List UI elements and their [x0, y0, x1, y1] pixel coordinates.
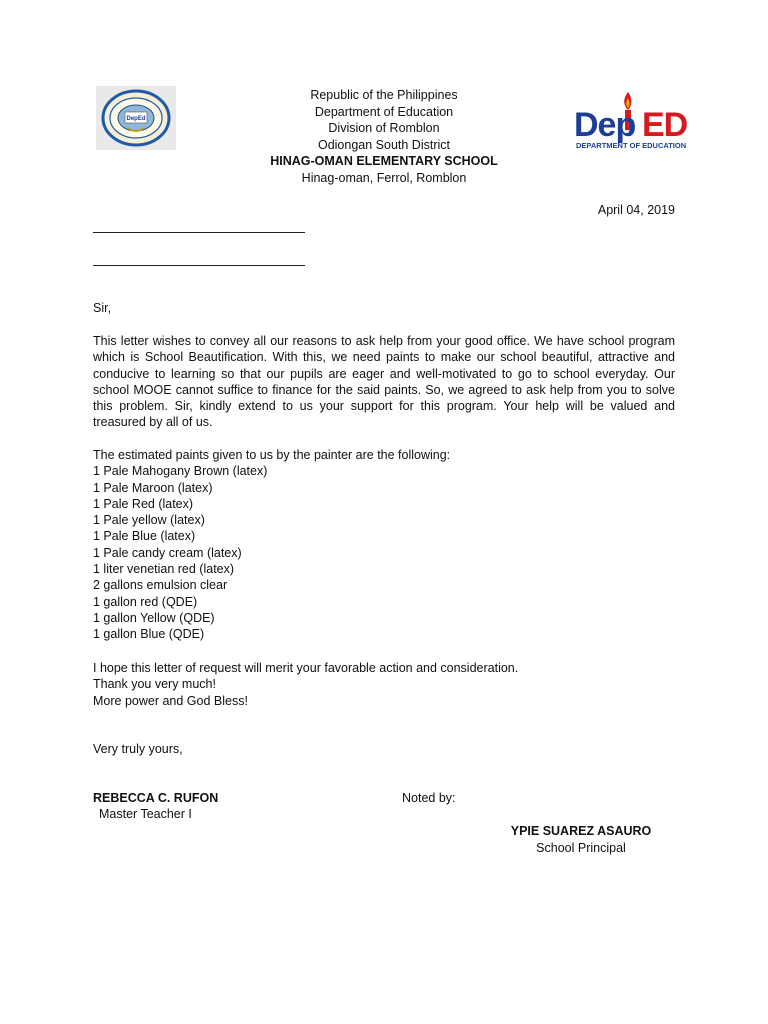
- letterhead: [200, 87, 568, 186]
- principal-title: School Principal: [536, 841, 626, 855]
- paint-list-item: 1 gallon red (QDE): [93, 594, 198, 609]
- body-paragraph: This letter wishes to convey all our reasons to ask help from your good office. We have school program which is School Beautification. With this, we need paints to make our school beautiful, attractive and conducive to learning so that our pupils are eager and well-motivated to go to school everyday. Our school MOOE cannot suffice to finance for the said paints. So, we agreed to ask help from you to solve this problem. Sir, kindly extend to us your support for this program. Your help will be valued and treasured by all of us.: [93, 334, 675, 430]
- paint-list-item: 1 gallon Blue (QDE): [93, 627, 205, 642]
- svg-text:ED: ED: [642, 106, 688, 144]
- paint-list-item: 1 gallon Yellow (QDE): [93, 610, 215, 625]
- letter-date: April 04, 2019: [597, 203, 675, 217]
- school-seal-logo: [96, 86, 176, 150]
- closing-thanks-line: Thank you very much!: [93, 677, 216, 692]
- deped-logo: [572, 86, 696, 156]
- signatory-name: REBECCA C. RUFON: [93, 791, 219, 805]
- closing-request-line: I hope this letter of request will merit your favorable action and consideration.: [93, 661, 519, 675]
- paint-list-item: 1 liter venetian red (latex): [93, 562, 235, 577]
- recipient-address-blank: [93, 265, 305, 266]
- recipient-name-blank: [93, 232, 305, 233]
- svg-text:Dep: Dep: [574, 106, 636, 144]
- school-seal-icon: [98, 88, 174, 148]
- paint-list-item: 1 Pale candy cream (latex): [93, 545, 242, 560]
- svg-text:DEPARTMENT OF EDUCATION: DEPARTMENT OF EDUCATION: [576, 141, 687, 150]
- header-line-department: Department of Education: [314, 104, 454, 119]
- paint-list-item: 1 Pale Blue (latex): [93, 529, 196, 544]
- header-line-school: HINAG-OMAN ELEMENTARY SCHOOL: [270, 154, 498, 168]
- header-line-district: Odiongan South District: [317, 137, 450, 152]
- paint-list-section: [93, 447, 675, 643]
- header-line-republic: Republic of the Philippines: [310, 88, 458, 102]
- signatory-title: Master Teacher I: [99, 807, 192, 821]
- paint-list-item: 1 Pale Red (latex): [93, 496, 194, 511]
- paint-list-item: 1 Pale Maroon (latex): [93, 480, 213, 495]
- header-line-address: Hinag-oman, Ferrol, Romblon: [301, 170, 467, 185]
- closing-blessing-line: More power and God Bless!: [93, 693, 248, 708]
- salutation: Sir,: [93, 301, 112, 315]
- noted-by-label: Noted by:: [402, 791, 456, 805]
- svg-text:DepEd: DepEd: [126, 116, 146, 122]
- paint-list-item: 2 gallons emulsion clear: [93, 578, 228, 593]
- paint-list-item: 1 Pale Mahogany Brown (latex): [93, 464, 268, 479]
- paint-list-item: 1 Pale yellow (latex): [93, 513, 205, 528]
- closing-section: [93, 660, 675, 709]
- deped-logo-icon: [572, 86, 696, 156]
- principal-name: YPIE SUAREZ ASAURO: [510, 824, 652, 838]
- complimentary-close: Very truly yours,: [93, 742, 183, 756]
- paint-list-intro: The estimated paints given to us by the painter are the following:: [93, 448, 451, 462]
- header-line-division: Division of Romblon: [328, 121, 440, 135]
